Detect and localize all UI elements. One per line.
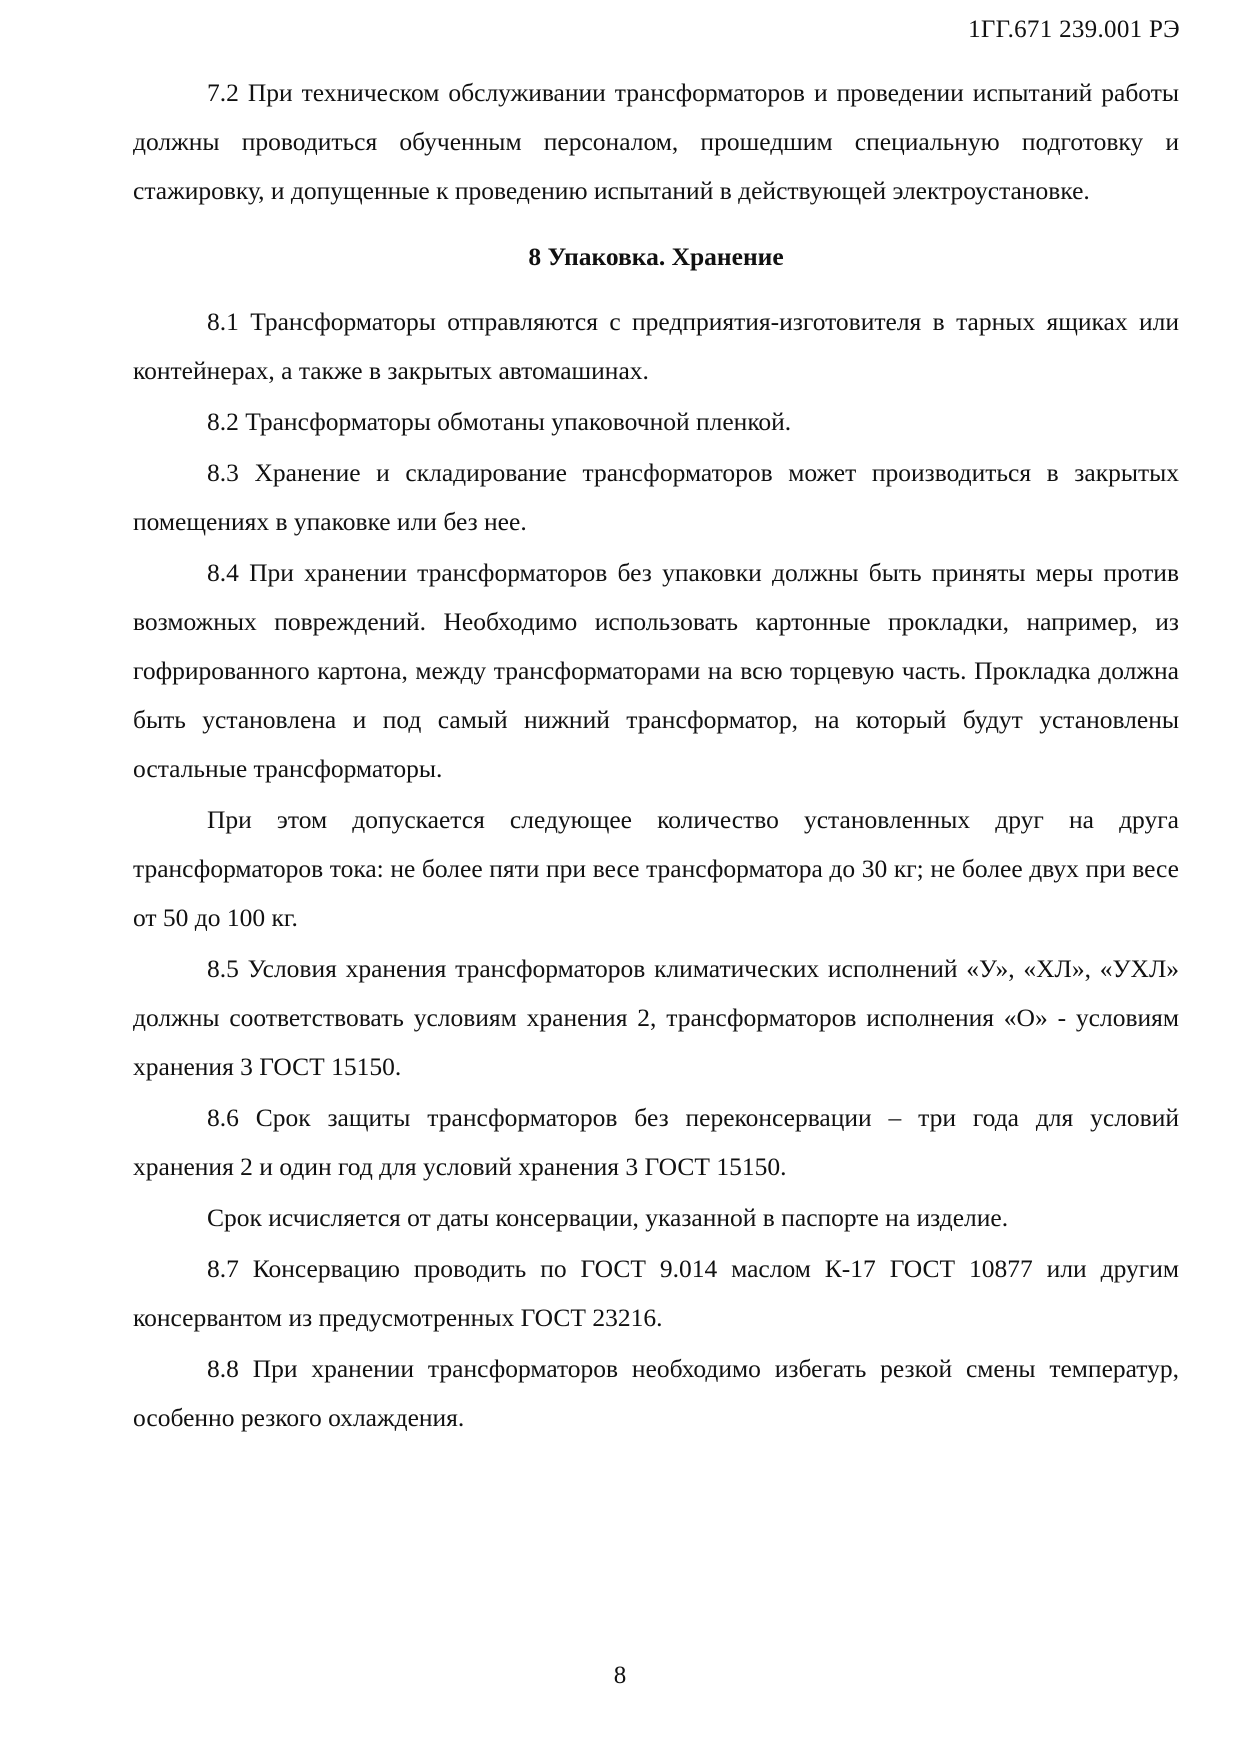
paragraph-8-6: 8.6 Срок защиты трансформаторов без переконсервации – три года для условий хранения 2 и один год для условий хранения 3 ГОСТ 15150. (133, 1103, 1179, 1181)
document-code: 1ГГ.671 239.001 РЭ (968, 16, 1180, 43)
document-body (133, 68, 1179, 1444)
paragraph-8-8: 8.8 При хранении трансформаторов необходимо избегать резкой смены температур, особенно резкого охлаждения. (133, 1354, 1179, 1432)
paragraph-8-5: 8.5 Условия хранения трансформаторов климатических исполнений «У», «ХЛ», «УХЛ» должны соответствовать условиям хранения 2, трансформаторов исполнения «О» - условиям хранения 3 ГОСТ 15150. (133, 954, 1179, 1081)
paragraph-8-7: 8.7 Консервацию проводить по ГОСТ 9.014 маслом К-17 ГОСТ 10877 или другим консервантом из предусмотренных ГОСТ 23216. (133, 1254, 1179, 1332)
paragraph-7-2: 7.2 При техническом обслуживании трансформаторов и проведении испытаний работы должны проводиться обученным персоналом, прошедшим специальную подготовку и стажировку, и допущенные к проведению испытаний в действующей электроустановке. (133, 78, 1179, 205)
paragraph-8-2: 8.2 Трансформаторы обмотаны упаковочной пленкой. (207, 407, 792, 436)
paragraph-8-4: 8.4 При хранении трансформаторов без упаковки должны быть приняты меры против возможных повреждений. Необходимо использовать картонные прокладки, например, из гофрированного картона, между трансформаторами на всю торцевую часть. Прокладка должна быть установлена и под самый нижний трансформатор, на который будут установлены остальные трансформаторы. (133, 558, 1179, 783)
paragraph-8-1: 8.1 Трансформаторы отправляются с предприятия-изготовителя в тарных ящиках или контейнерах, а также в закрытых автомашинах. (133, 307, 1179, 385)
paragraph-8-4-continuation: При этом допускается следующее количество установленных друг на друга трансформаторов тока: не более пяти при весе трансформатора до 30 кг; не более двух при весе от 50 до 100 кг. (133, 805, 1179, 932)
section-title: 8 Упаковка. Хранение (528, 242, 784, 271)
paragraph-8-3: 8.3 Хранение и складирование трансформаторов может производиться в закрытых помещениях в упаковке или без нее. (133, 458, 1179, 536)
paragraph-8-6-continuation: Срок исчисляется от даты консервации, указанной в паспорте на изделие. (207, 1203, 1009, 1232)
page-number: 8 (613, 1662, 627, 1689)
